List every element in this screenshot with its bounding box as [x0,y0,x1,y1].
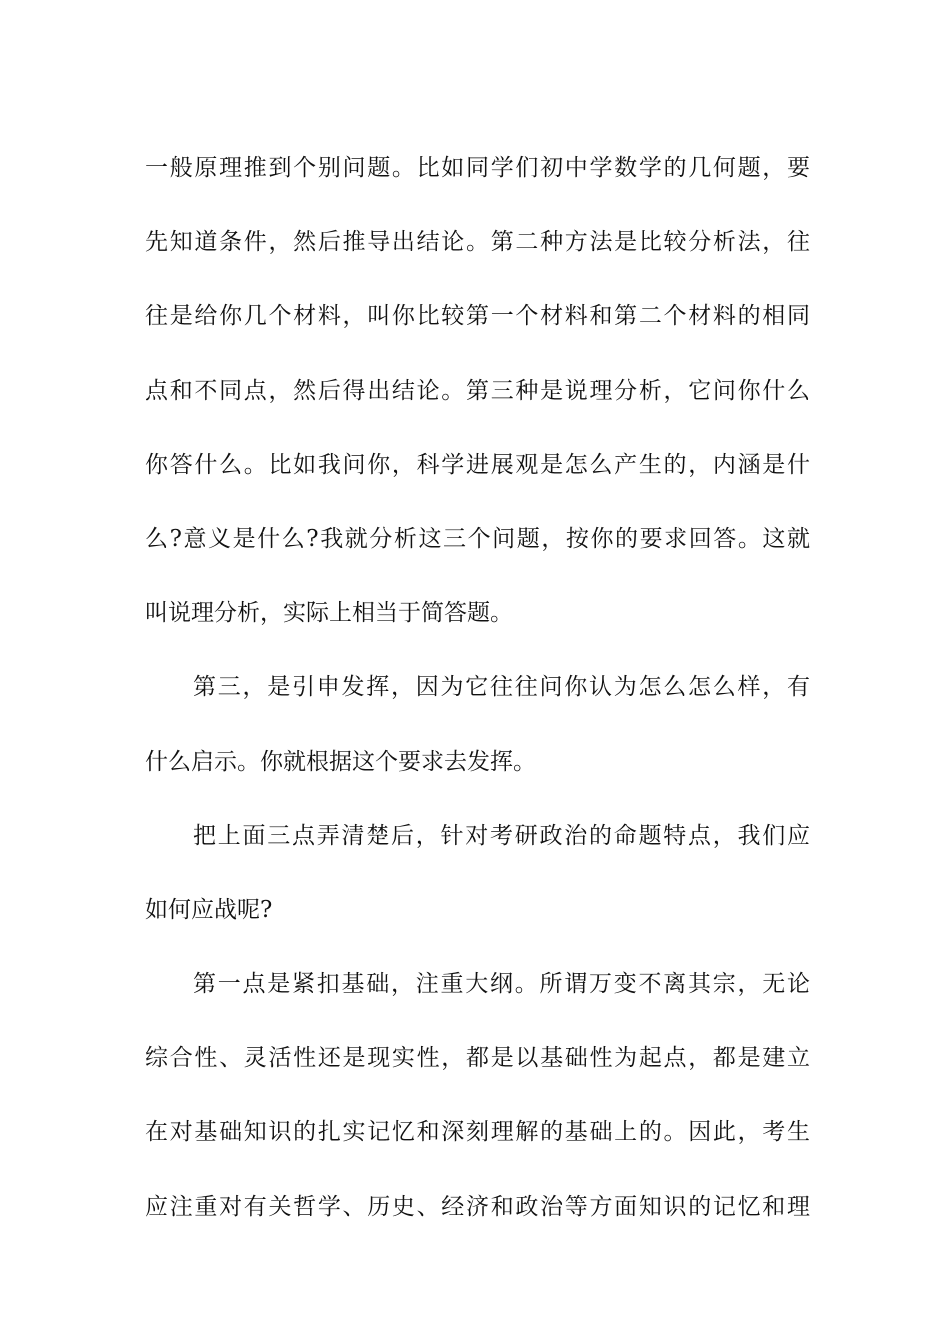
text-line: 综合性、灵活性还是现实性，都是以基础性为起点，都是建立 [145,1045,810,1072]
text-line: 什么启示。你就根据这个要求去发挥。 [145,748,536,775]
text-line: 在对基础知识的扎实记忆和深刻理解的基础上的。因此，考生 [145,1119,810,1146]
paragraph-start-line: 第三，是引申发挥，因为它往往问你认为怎么怎么样，有 [193,674,810,701]
text-line: 应注重对有关哲学、历史、经济和政治等方面知识的记忆和理 [145,1193,810,1220]
text-line: 一般原理推到个别问题。比如同学们初中学数学的几何题，要 [145,155,810,181]
text-line: 先知道条件，然后推导出结论。第二种方法是比较分析法，往 [145,229,810,256]
body-text [145,131,810,1244]
text-line: 如何应战呢? [145,896,273,923]
paragraph-start-line: 第一点是紧扣基础，注重大纲。所谓万变不离其宗，无论 [193,971,810,998]
paragraph-start-line: 把上面三点弄清楚后，针对考研政治的命题特点，我们应 [193,822,810,849]
text-line: 往是给你几个材料，叫你比较第一个材料和第二个材料的相同 [145,303,810,330]
text-line: 点和不同点，然后得出结论。第三种是说理分析，它问你什么 [145,377,810,404]
text-line: 你答什么。比如我问你，科学进展观是怎么产生的，内涵是什 [145,451,810,478]
text-line: 么?意义是什么?我就分析这三个问题，按你的要求回答。这就 [145,525,810,552]
text-line: 叫说理分析，实际上相当于简答题。 [145,600,513,627]
